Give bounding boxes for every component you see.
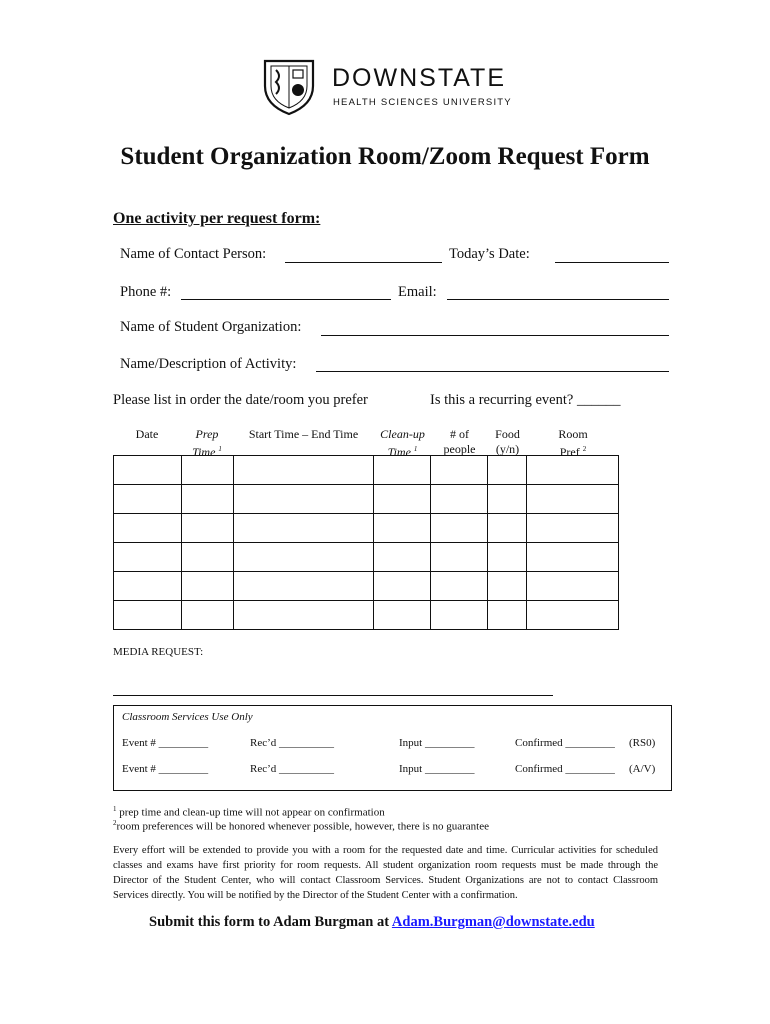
cs-event-field[interactable]: Event # _________ — [122, 763, 209, 775]
preference-instruction: Please list in order the date/room you prefer — [113, 392, 368, 408]
classroom-services-box — [113, 705, 672, 791]
cs-code: (A/V) — [629, 763, 656, 775]
col-room-pref: Room Pref $^2$ — [558, 427, 588, 459]
contact-person-field[interactable] — [285, 262, 442, 263]
table-row — [114, 456, 619, 485]
col-cleanup-time: Clean-up Time $^1$ — [380, 427, 425, 459]
col-food: Food (y/n) — [495, 427, 520, 456]
policy-paragraph: Every effort will be extended to provide you with a room for the requested date and time. Curricular activities for scheduled classes and exams have first priority for room requests. All student organization room requests must be made through the Director of the Student Center, who will contact Classroom Services. Student Organizations are not to contact Classroom Services directly. You will be notified by the Director of the Student Center with a confirmation. — [113, 845, 658, 901]
col-prep-time: Prep Time $^1$ — [192, 427, 222, 459]
cs-event-field[interactable]: Event # _________ — [122, 737, 209, 749]
request-table — [113, 455, 619, 630]
cs-recd-field[interactable]: Rec’d __________ — [250, 737, 335, 749]
todays-date-label: Today’s Date: — [449, 246, 530, 262]
logo-subtitle: HEALTH SCIENCES UNIVERSITY — [333, 97, 512, 108]
recurring-question[interactable]: Is this a recurring event? ______ — [430, 392, 621, 408]
cs-code: (RS0) — [629, 737, 656, 749]
footnote-1: $^1$ prep time and clean-up time will not appear on confirmation — [113, 805, 385, 819]
shield-logo-icon — [262, 58, 316, 116]
logo — [262, 58, 512, 118]
activity-label: Name/Description of Activity: — [120, 356, 297, 372]
col-start-end-time: Start Time – End Time — [248, 427, 359, 441]
form-subheading: One activity per request form: — [113, 210, 321, 227]
col-people: # of people — [443, 427, 476, 456]
table-row — [114, 543, 619, 572]
col-date: Date — [135, 427, 159, 441]
table-row — [114, 514, 619, 543]
phone-label: Phone #: — [120, 284, 172, 300]
table-row — [114, 485, 619, 514]
footnote-2: $^2$room preferences will be honored whenever possible, however, there is no guarantee — [113, 819, 490, 833]
media-request-label: MEDIA REQUEST: — [113, 646, 204, 658]
contact-person-label: Name of Contact Person: — [120, 246, 267, 262]
activity-field[interactable] — [316, 371, 669, 372]
email-field[interactable] — [447, 299, 669, 300]
todays-date-field[interactable] — [555, 262, 669, 263]
phone-field[interactable] — [181, 299, 391, 300]
submit-instruction: Submit this form to Adam Burgman at Adam.Burgman@downstate.edu — [149, 914, 595, 930]
cs-confirmed-field[interactable]: Confirmed _________ — [515, 737, 615, 749]
cs-recd-field[interactable]: Rec’d __________ — [250, 763, 335, 775]
contact-email-link[interactable]: Adam.Burgman@downstate.edu — [391, 914, 595, 930]
student-org-label: Name of Student Organization: — [120, 319, 302, 335]
cs-input-field[interactable]: Input _________ — [399, 763, 475, 775]
table-row — [114, 601, 619, 630]
table-row — [114, 572, 619, 601]
cs-input-field[interactable]: Input _________ — [399, 737, 475, 749]
media-request-field[interactable] — [113, 695, 553, 696]
student-org-field[interactable] — [321, 335, 669, 336]
logo-name: DOWNSTATE — [332, 64, 507, 92]
page-title: Student Organization Room/Zoom Request Form — [120, 143, 650, 170]
cs-confirmed-field[interactable]: Confirmed _________ — [515, 763, 615, 775]
classroom-services-heading: Classroom Services Use Only — [122, 711, 253, 723]
email-label: Email: — [398, 284, 437, 300]
